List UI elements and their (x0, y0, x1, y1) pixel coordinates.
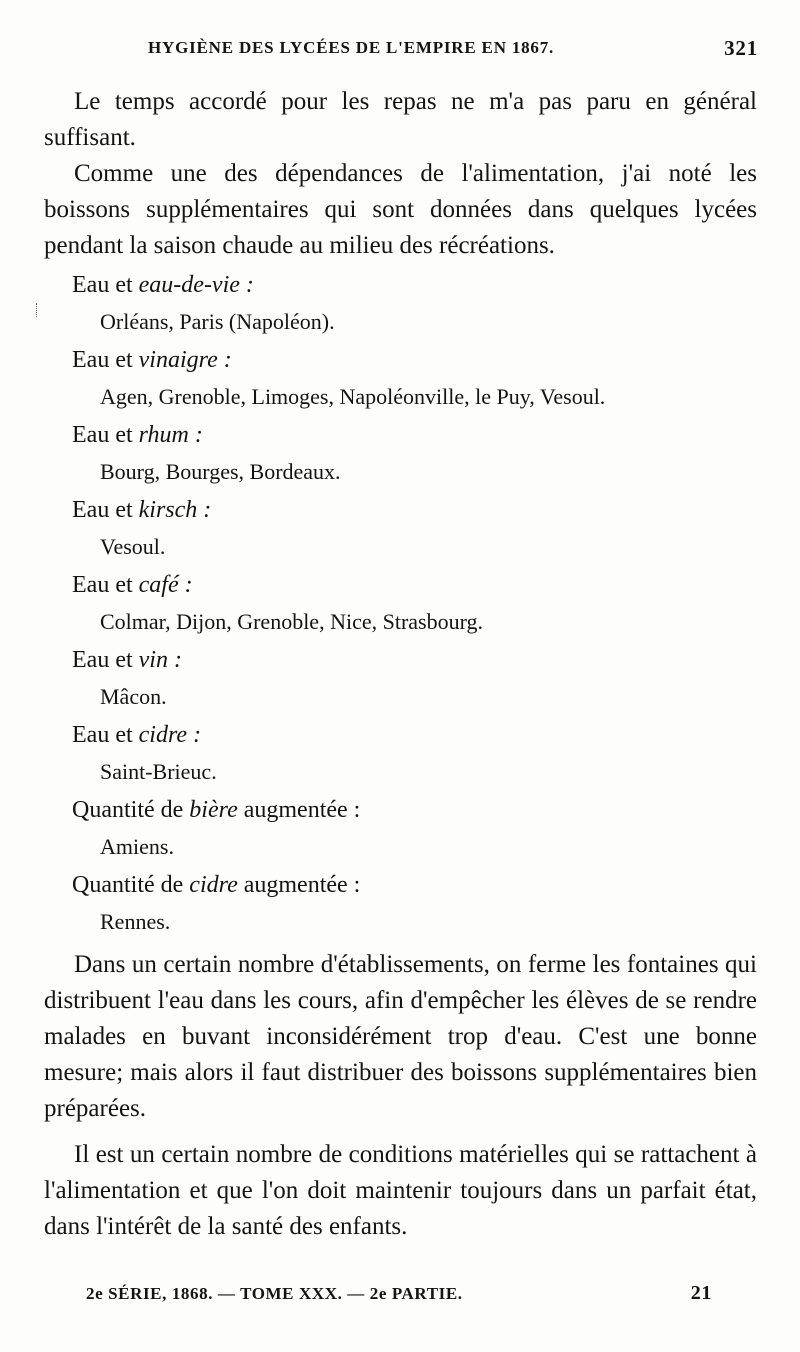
beverage-item: Eau et eau-de-vie : (72, 272, 254, 298)
beverage-item: Quantité de cidre augmentée : (72, 872, 361, 898)
beverage-places: Mâcon. (100, 684, 167, 709)
beverage-item: Quantité de bière augmentée : (72, 797, 361, 823)
page-body (44, 84, 757, 1245)
beverage-places: Agen, Grenoble, Limoges, Napoléonville, le Puy, Vesoul. (100, 384, 606, 409)
page-number: 321 (724, 36, 758, 60)
page-header (148, 38, 758, 58)
beverage-item: Eau et cidre : (72, 722, 202, 748)
beverage-places: Saint-Brieuc. (100, 759, 217, 784)
running-title: HYGIÈNE DES LYCÉES DE L'EMPIRE EN 1867. (148, 38, 555, 57)
beverage-item: Eau et café : (72, 572, 193, 598)
paragraph-fountains: Dans un certain nombre d'établissements, on ferme les fontaines qui distribuent l'eau dans les cours, afin d'empêcher les élèves de se rendre malades en buvant inconsidérément trop d'eau. C'est une bonne mesure; mais alors il faut distribuer des boissons supplémentaires bien préparées. (44, 951, 757, 1122)
beverage-places: Rennes. (100, 909, 171, 934)
paragraph-beverages-intro: Comme une des dépendances de l'alimentation, j'ai noté les boissons supplémentaires qui sont données dans quelques lycées pendant la saison chaude au milieu des récréations. (44, 160, 757, 259)
paragraph-material-conditions: Il est un certain nombre de conditions matérielles qui se rattachent à l'alimentation et que l'on doit maintenir toujours dans un parfait état, dans l'intérêt de la santé des enfants. (44, 1141, 757, 1240)
signature-mark: 21 (690, 1282, 712, 1304)
page-footer (86, 1284, 712, 1304)
margin-mark (36, 303, 40, 317)
beverage-item: Eau et vin : (72, 647, 182, 673)
beverage-list (44, 268, 757, 941)
beverage-item: Eau et kirsch : (72, 497, 212, 523)
beverage-item: Eau et vinaigre : (72, 347, 232, 373)
beverage-places: Colmar, Dijon, Grenoble, Nice, Strasbourg. (100, 609, 484, 634)
beverage-places: Amiens. (100, 834, 174, 859)
beverage-places: Bourg, Bourges, Bordeaux. (100, 459, 341, 484)
beverage-item: Eau et rhum : (72, 422, 203, 448)
series-line: 2e SÉRIE, 1868. — TOME XXX. — 2e PARTIE. (86, 1284, 463, 1303)
beverage-places: Vesoul. (100, 534, 166, 559)
beverage-places: Orléans, Paris (Napoléon). (100, 309, 335, 334)
paragraph-meal-time: Le temps accordé pour les repas ne m'a pas paru en général suffisant. (44, 88, 757, 151)
